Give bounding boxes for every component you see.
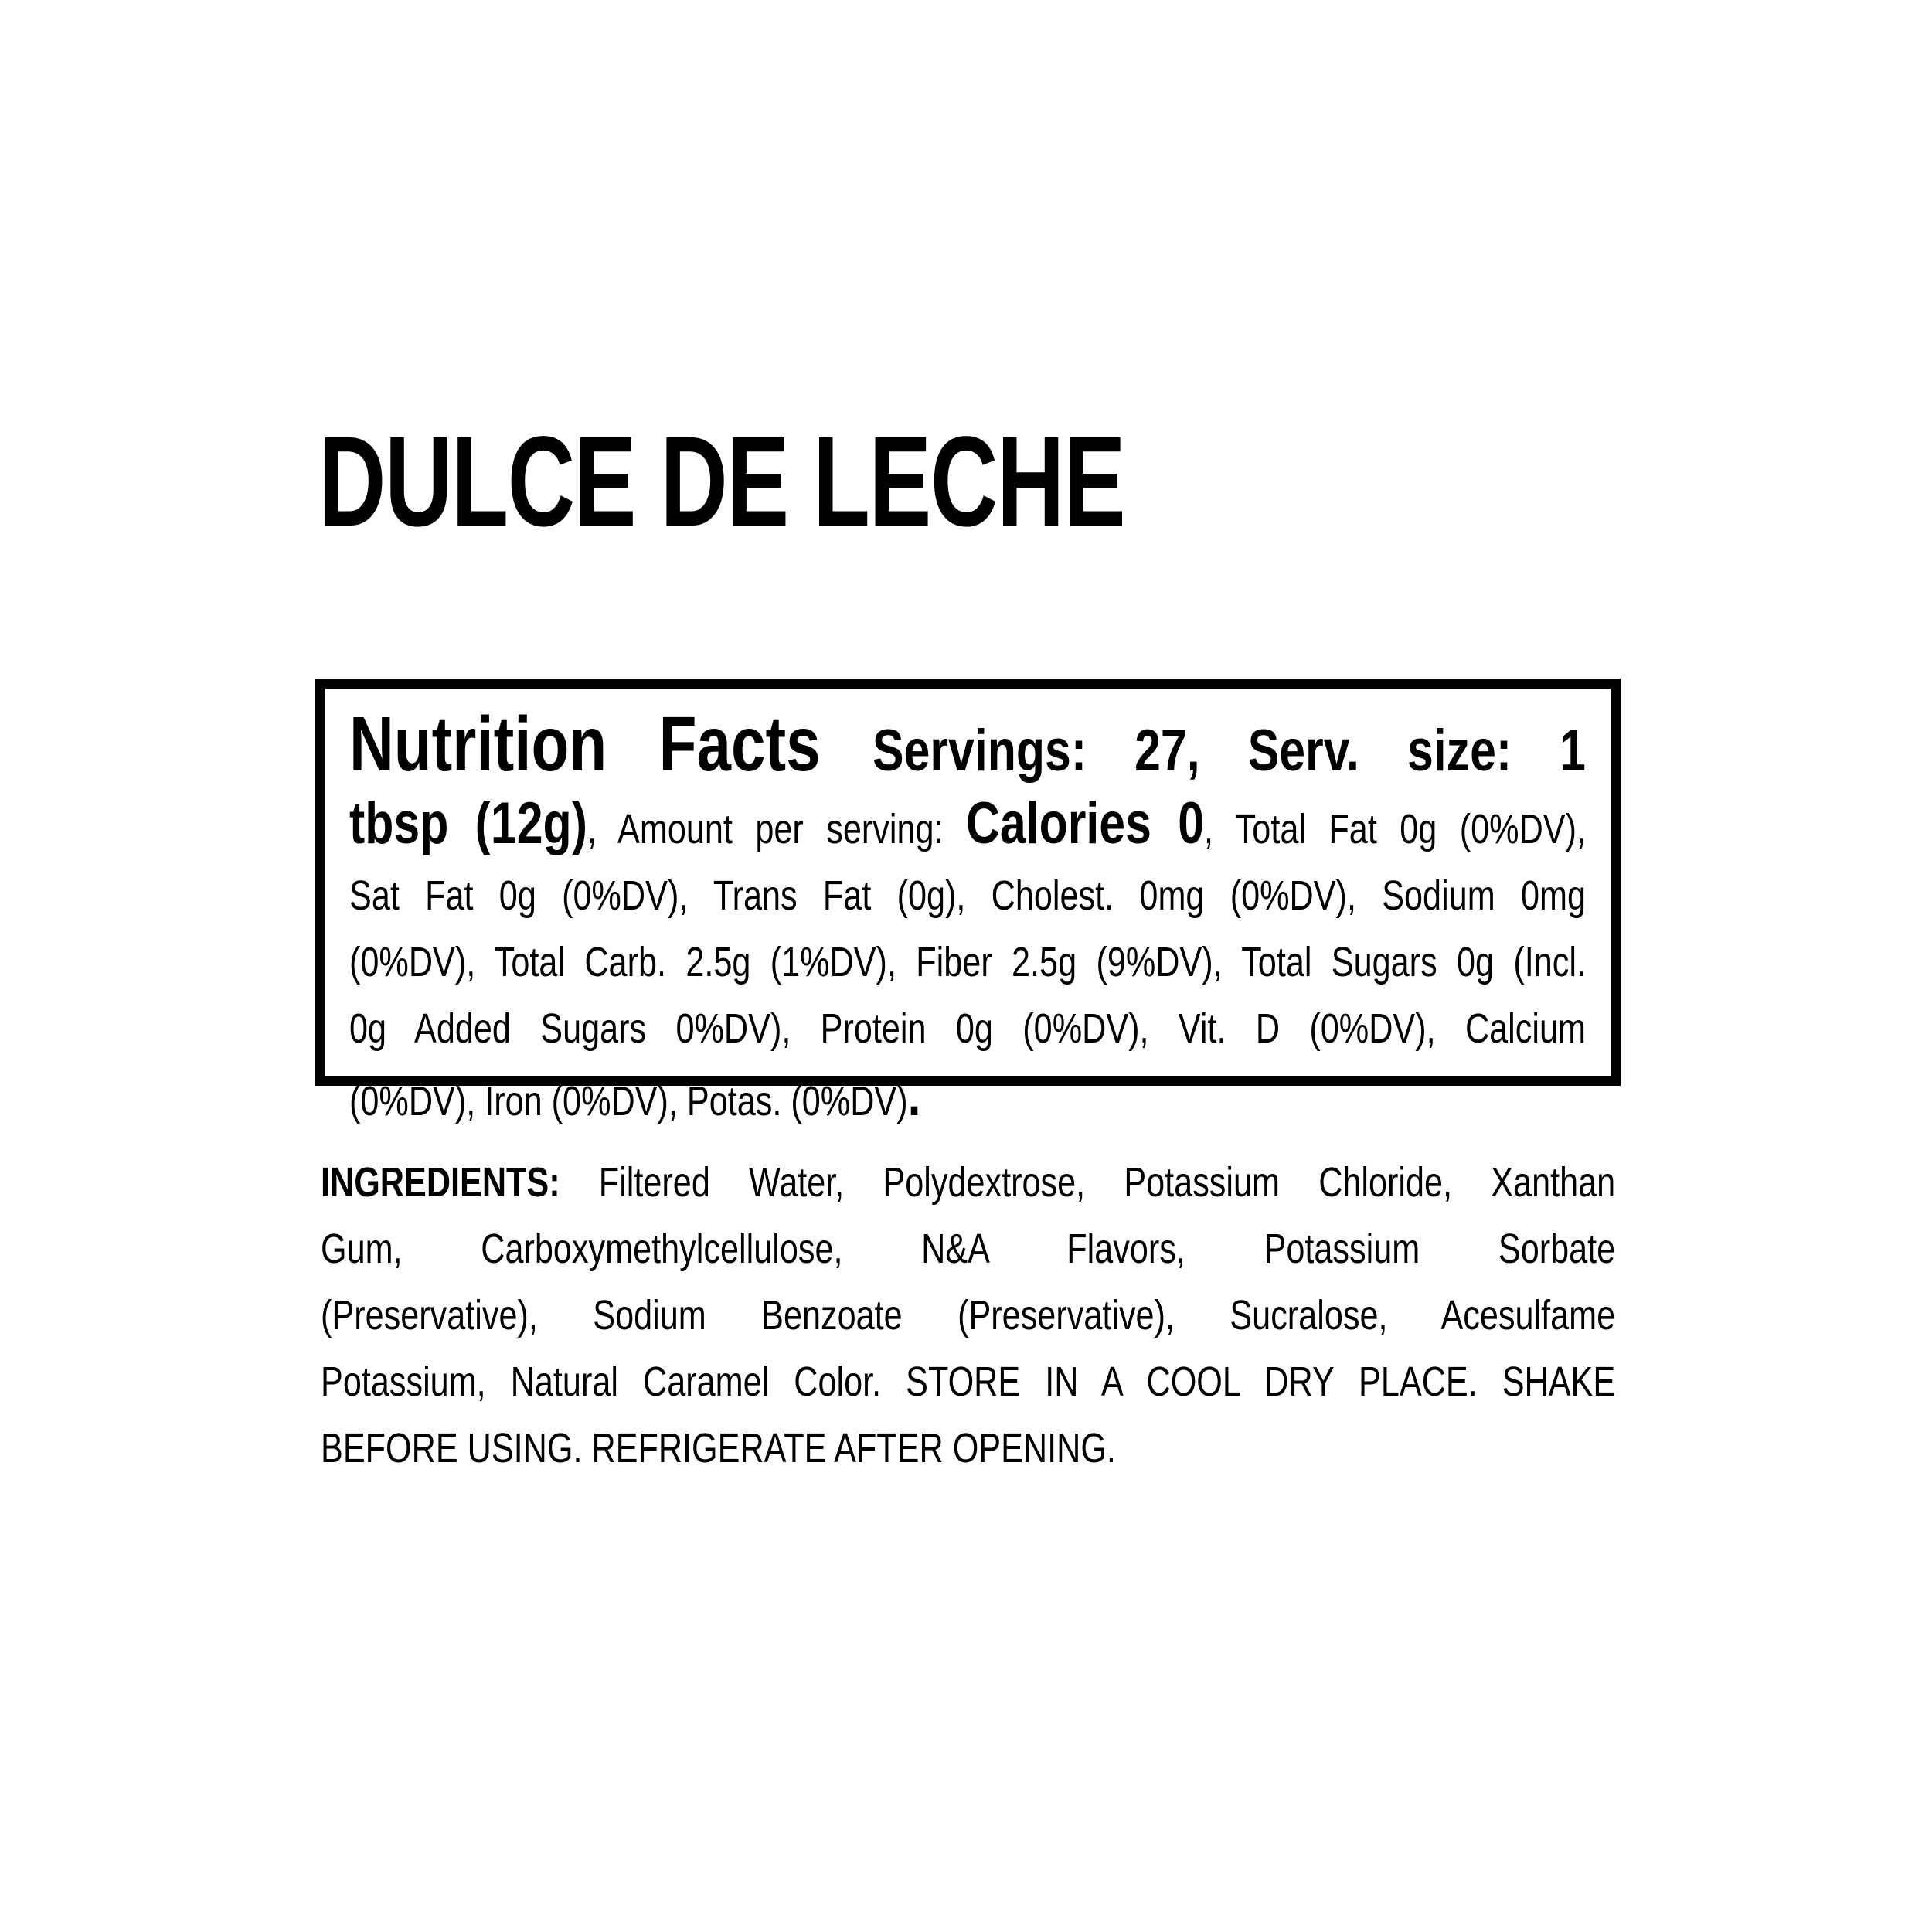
text-segment: . bbox=[907, 1063, 921, 1128]
text-segment: Gum, Carboxymethylcellulose, N&A Flavors, Potassium Sorbate bbox=[321, 1226, 1616, 1272]
text-segment: Filtered Water, Polydextrose, Potassium Chloride, Xanthan bbox=[598, 1159, 1616, 1206]
nutrition-facts-box bbox=[315, 679, 1621, 1128]
text-line bbox=[321, 1221, 1615, 1287]
text-segment: (0%DV), Iron (0%DV), Potas. (0%DV) bbox=[349, 1078, 908, 1124]
text-line bbox=[349, 701, 1586, 795]
text-line bbox=[349, 791, 1586, 868]
text-segment: Calories 0 bbox=[965, 791, 1205, 856]
text-segment: BEFORE USING. REFRIGERATE AFTER OPENING. bbox=[321, 1425, 1116, 1471]
text-segment: (0%DV), Total Carb. 2.5g (1%DV), Fiber 2.5g (9%DV), Total Sugars 0g (Incl. bbox=[349, 939, 1586, 985]
text-line bbox=[349, 868, 1586, 934]
text-line bbox=[321, 1287, 1615, 1354]
text-line bbox=[321, 1354, 1615, 1420]
text-segment: INGREDIENTS: bbox=[321, 1159, 599, 1206]
text-segment: Sat Fat 0g (0%DV), Trans Fat (0g), Cholest. 0mg (0%DV), Sodium 0mg bbox=[349, 872, 1586, 919]
text-segment: Potassium, Natural Caramel Color. STORE IN A COOL DRY PLACE. SHAKE bbox=[321, 1359, 1616, 1405]
text-segment: (Preservative), Sodium Benzoate (Preservative), Sucralose, Acesulfame bbox=[321, 1292, 1616, 1338]
text-segment: Servings: 27, Serv. size: 1 bbox=[872, 718, 1586, 784]
text-line bbox=[349, 1001, 1586, 1067]
ingredients-paragraph bbox=[321, 1155, 1615, 1487]
text-segment: tbsp (12g) bbox=[349, 791, 587, 856]
text-segment: 0g Added Sugars 0%DV), Protein 0g (0%DV), Vit. D (0%DV), Calcium bbox=[349, 1005, 1586, 1052]
text-segment: Nutrition Facts bbox=[349, 701, 872, 787]
text-segment: , Total Fat 0g (0%DV), bbox=[1204, 806, 1586, 852]
text-line bbox=[321, 1420, 1615, 1487]
text-line bbox=[321, 1155, 1615, 1221]
text-line bbox=[349, 1063, 1586, 1140]
nutrition-facts-text bbox=[349, 701, 1586, 1140]
text-line bbox=[349, 934, 1586, 1001]
product-title: DULCE DE LECHE bbox=[318, 410, 1125, 553]
text-segment: , Amount per serving: bbox=[587, 806, 966, 852]
